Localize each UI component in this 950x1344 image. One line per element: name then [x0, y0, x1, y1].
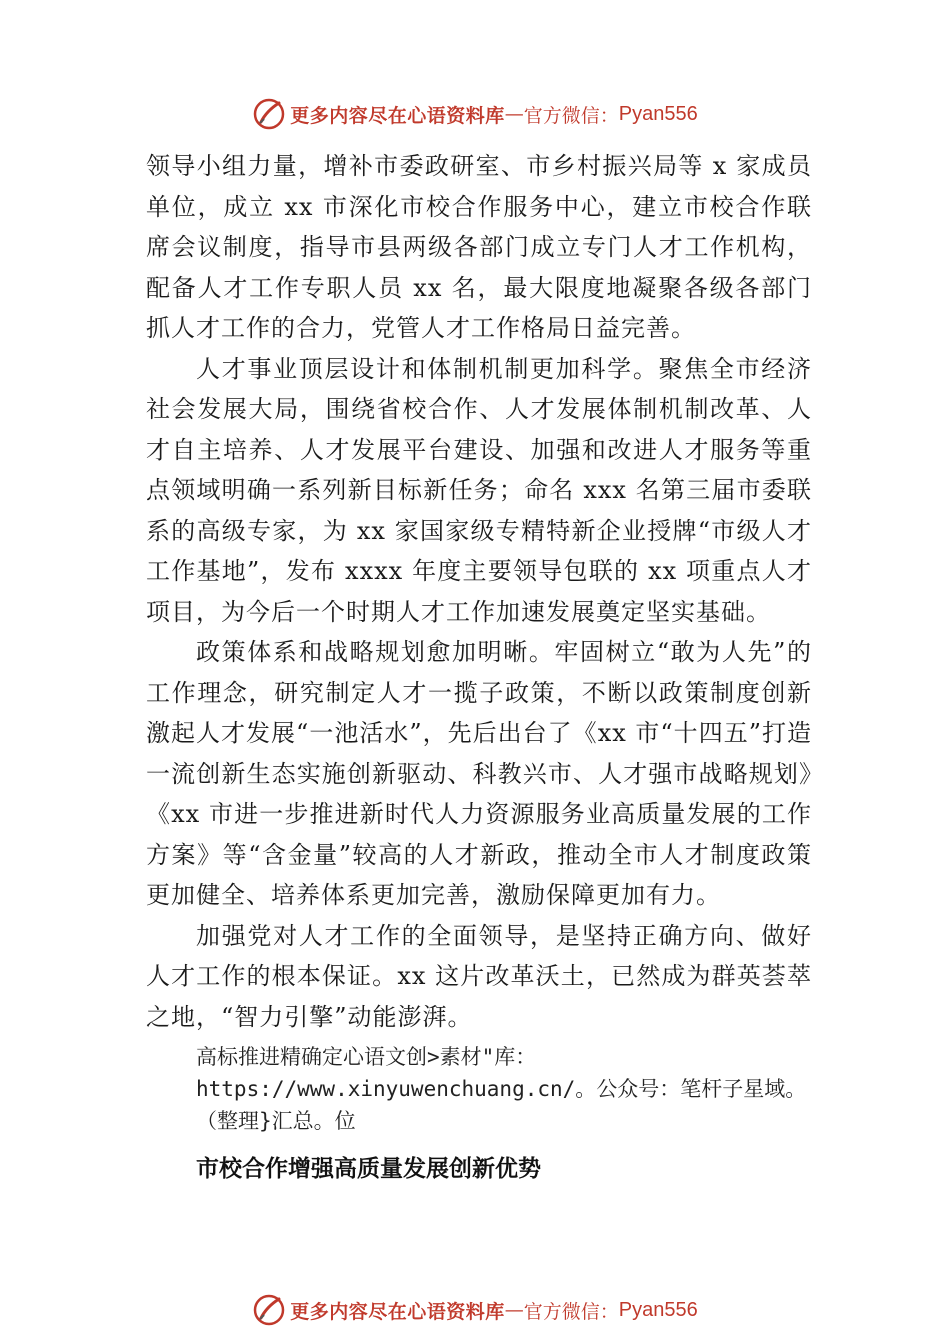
section-heading: 市校合作增强高质量发展创新优势 — [196, 1156, 541, 1182]
document-body — [146, 146, 812, 1187]
watermark-wechat-label: 官方微信： — [523, 1300, 619, 1323]
source-note: 高标推进精确定心语文创>素材"库：https://www.xinyuwenchuang.cn/。公众号：笔杆子星域。（整理}汇总。位 — [196, 1045, 807, 1133]
paragraph-1: 领导小组力量，增补市委政研室、市乡村振兴局等 x 家成员单位，成立 xx 市深化市校合作服务中心，建立市校合作联席会议制度，指导市县两级各部门成立专门人才工作机构，配备人才工作专职人员 xx 名，最大限度地凝聚各级各部门抓人才工作的合力，党管人才工作格局日益完善。 — [146, 152, 812, 342]
watermark-footer — [0, 1290, 950, 1330]
watermark-brand: 更多内容尽在心语资料库 — [290, 1300, 505, 1323]
watermark-wechat-id: Pyan556 — [618, 1298, 698, 1321]
paragraph-4: 加强党对人才工作的全面领导，是坚持正确方向、做好人才工作的根本保证。xx 这片改革沃土，已然成为群英荟萃之地，“智力引擎”动能澎湃。 — [146, 921, 812, 1031]
paragraph-2: 人才事业顶层设计和体制机制更加科学。聚焦全市经济社会发展大局，围绕省校合作、人才发展体制机制改革、人才自主培养、人才发展平台建设、加强和改进人才服务等重点领域明确一系列新目标新任务；命名 xxx 名第三届市委联系的高级专家，为 xx 家国家级专精特新企业授牌“市级人才工作基地”，发布 xxxx 年度主要领导包联的 xx 项重点人才项目，为今后一个时期人才工作加速发展奠定坚实基础。 — [146, 354, 812, 626]
brush-logo-icon — [252, 97, 286, 131]
watermark-separator: — — [504, 1299, 524, 1321]
watermark-separator: — — [504, 103, 524, 125]
watermark-wechat-id: Pyan556 — [618, 102, 698, 125]
watermark-brand: 更多内容尽在心语资料库 — [290, 104, 505, 127]
watermark-header — [0, 94, 950, 134]
brush-logo-icon — [252, 1293, 286, 1327]
paragraph-3: 政策体系和战略规划愈加明晰。牢固树立“敢为人先”的工作理念，研究制定人才一揽子政策，不断以政策制度创新激起人才发展“一池活水”，先后出台了《xx 市“十四五”打造一流创新生态实施创新驱动、科教兴市、人才强市战略规划》《xx 市进一步推进新时代人力资源服务业高质量发展的工作方案》等“含金量”较高的人才新政，推动全市人才制度政策更加健全、培养体系更加完善，激励保障更加有力。 — [146, 638, 812, 909]
watermark-wechat-label: 官方微信： — [523, 104, 619, 127]
